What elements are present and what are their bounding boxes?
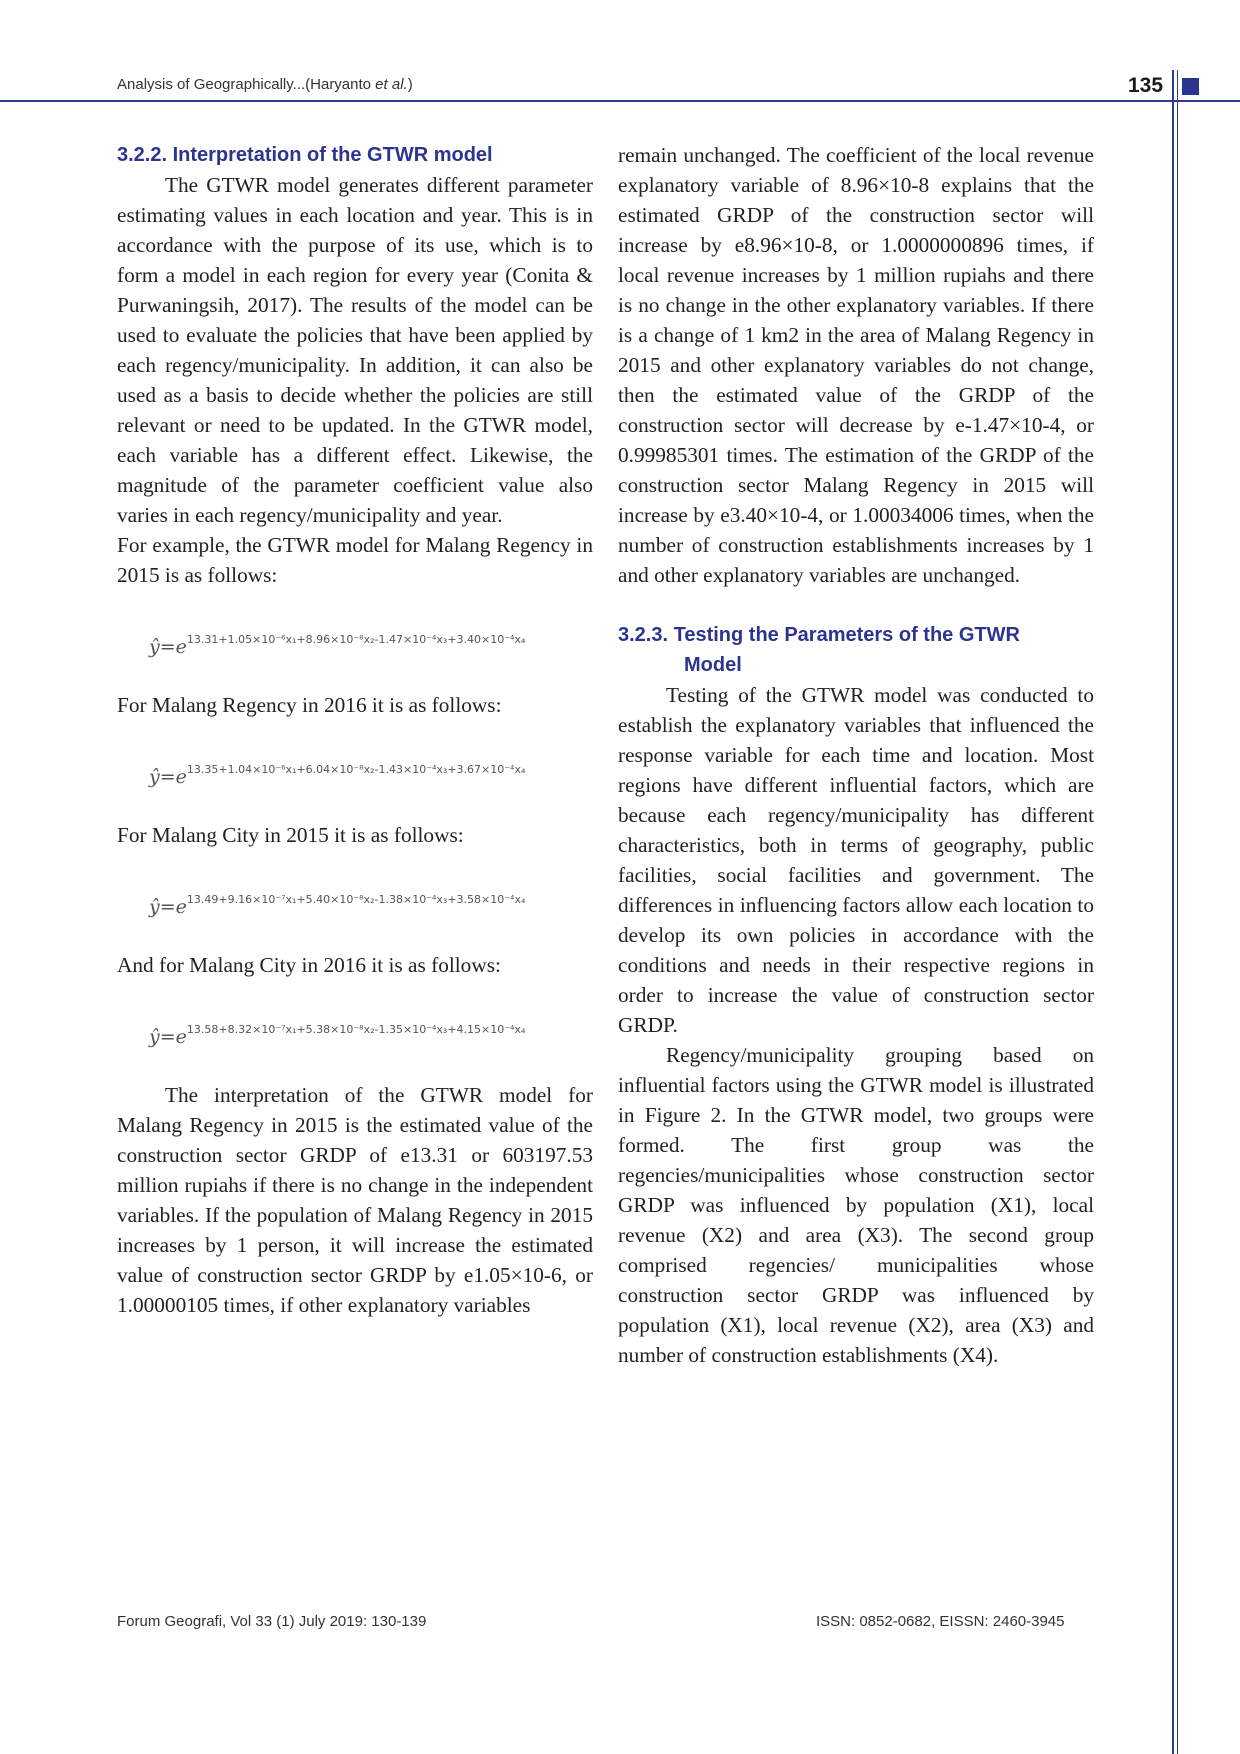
- equation-caption: For Malang Regency in 2016 it is as follows:: [117, 693, 502, 717]
- equation-prefix: ŷ=e: [149, 636, 187, 658]
- running-title-end: ): [407, 76, 413, 93]
- equation-exponent: 13.35+1.04×10⁻⁶x₁+6.04×10⁻⁸x₂-1.43×10⁻⁴x₃+3.67×10⁻⁴x₄: [186, 763, 526, 776]
- paragraph: The interpretation of the GTWR model for Malang Regency in 2015 is the estimated value of the construction sector GRDP of e13.31 or 603197.53 million rupiahs if there is no change in the independent variables. If the population of Malang Regency in 2015 increases by 1 person, it will increase the estimated value of construction sector GRDP by e1.05×10-6, or 1.00000105 times, if other explanatory variables: [117, 1083, 593, 1317]
- equation-prefix: ŷ=e: [149, 1026, 187, 1048]
- equation-malang-regency-2015: [149, 620, 593, 660]
- equation-malang-regency-2016: [149, 750, 593, 790]
- equation-exponent: 13.58+8.32×10⁻⁷x₁+5.38×10⁻⁸x₂-1.35×10⁻⁴x₃+4.15×10⁻⁴x₄: [186, 1023, 526, 1036]
- equation-exponent: 13.31+1.05×10⁻⁶x₁+8.96×10⁻⁸x₂-1.47×10⁻⁴x₃+3.40×10⁻⁴x₄: [186, 633, 526, 646]
- section-heading-3-2-3: 3.2.3. Testing the Parameters of the GTWR: [618, 624, 1020, 646]
- running-header: [117, 76, 413, 93]
- margin-rule-thin: [1177, 70, 1178, 1754]
- equation-malang-city-2015: [149, 880, 593, 920]
- equation-caption: For Malang City in 2015 it is as follows:: [117, 823, 464, 847]
- equation-prefix: ŷ=e: [149, 896, 187, 918]
- left-column: [117, 140, 593, 1320]
- equation-malang-city-2016: [149, 1010, 593, 1050]
- header-rule: [0, 100, 1240, 102]
- footer-issn: ISSN: 0852-0682, EISSN: 2460-3945: [816, 1613, 1065, 1630]
- paragraph: Testing of the GTWR model was conducted to establish the explanatory variables that influenced the response variable for each time and location. Most regions have different influential factors, which are because each regency/municipality has different characteristics, both in terms of geography, public facilities, social facilities and government. The differences in influencing factors allow each location to develop its own policies in accordance with the conditions and needs in their respective regions in order to increase the value of construction sector GRDP.: [618, 683, 1094, 1037]
- paragraph: The GTWR model generates different parameter estimating values in each location and year. This is in accordance with the purpose of its use, which is to form a model in each region for every year (Conita & Purwaningsih, 2017). The results of the model can be used to evaluate the policies that have been applied by each regency/municipality. In addition, it can also be used as a basis to decide whether the policies are still relevant or need to be updated. In the GTWR model, each variable has a different effect. Likewise, the magnitude of the parameter coefficient value also varies in each regency/municipality and year.: [117, 173, 593, 527]
- paragraph: Regency/municipality grouping based on influential factors using the GTWR model is illustrated in Figure 2. In the GTWR model, two groups were formed. The first group was the regencies/municipalities whose construction sector GRDP was influenced by population (X1), local revenue (X2) and area (X3). The second group comprised regencies/ municipalities whose construction sector GRDP was influenced by population (X1), local revenue (X2), area (X3) and number of construction establishments (X4).: [618, 1043, 1094, 1367]
- margin-rule: [1172, 70, 1174, 1754]
- page-number: 135: [1128, 74, 1164, 97]
- page-marker-square: [1182, 78, 1199, 95]
- paragraph: For example, the GTWR model for Malang Regency in 2015 is as follows:: [117, 533, 593, 587]
- section-heading-3-2-2: 3.2.2. Interpretation of the GTWR model: [117, 144, 493, 166]
- footer-citation: Forum Geografi, Vol 33 (1) July 2019: 130-139: [117, 1613, 427, 1630]
- running-title-italic: et al.: [375, 76, 408, 93]
- paragraph: remain unchanged. The coefficient of the local revenue explanatory variable of 8.96×10-8 explains that the estimated GRDP of the construction sector will increase by e8.96×10-8, or 1.0000000896 times, if local revenue increases by 1 million rupiahs and there is no change in the other explanatory variables. If there is a change of 1 km2 in the area of Malang Regency in 2015 and other explanatory variables do not change, then the estimated value of the GRDP of the construction sector will decrease by e-1.47×10-4, or 0.99985301 times. The estimation of the GRDP of the construction sector Malang Regency in 2015 will increase by e3.40×10-4, or 1.00034006 times, when the number of construction establishments increases by 1 and other explanatory variables are unchanged.: [618, 143, 1094, 587]
- equation-prefix: ŷ=e: [149, 766, 187, 788]
- running-title: Analysis of Geographically...(Haryanto: [117, 76, 376, 93]
- equation-caption: And for Malang City in 2016 it is as follows:: [117, 953, 501, 977]
- equation-exponent: 13.49+9.16×10⁻⁷x₁+5.40×10⁻⁸x₂-1.38×10⁻⁴x₃+3.58×10⁻⁴x₄: [186, 893, 526, 906]
- section-heading-3-2-3-cont: Model: [684, 654, 742, 676]
- right-column: [618, 140, 1094, 1370]
